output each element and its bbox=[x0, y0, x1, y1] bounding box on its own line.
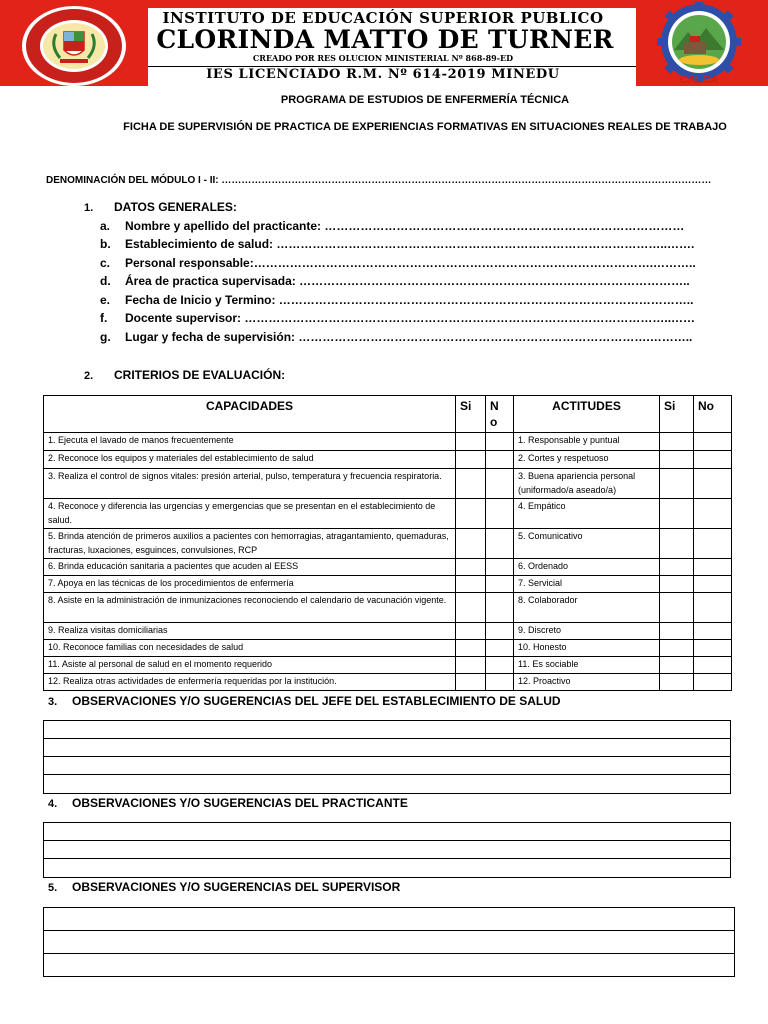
actitud-cell: 6. Ordenado bbox=[514, 559, 660, 576]
item-text: Área de practica supervisada: …………………………………………………………………………………….. bbox=[125, 274, 690, 288]
si-checkbox-cell[interactable] bbox=[660, 576, 694, 593]
actitud-cell: 8. Colaborador bbox=[514, 593, 660, 623]
no-checkbox-cell[interactable] bbox=[486, 657, 514, 674]
si-checkbox-cell[interactable] bbox=[456, 674, 486, 691]
no-checkbox-cell[interactable] bbox=[486, 469, 514, 499]
section-2-title: CRITERIOS DE EVALUACIÓN: bbox=[114, 368, 286, 382]
actitud-cell: 2. Cortes y respetuoso bbox=[514, 451, 660, 469]
si-checkbox-cell[interactable] bbox=[456, 593, 486, 623]
header-actitudes: ACTITUDES bbox=[514, 396, 660, 433]
item-letter: f. bbox=[100, 311, 108, 325]
table-row bbox=[44, 469, 732, 499]
item-letter: b. bbox=[100, 237, 111, 251]
capacidad-cell: 9. Realiza visitas domiciliarias bbox=[44, 623, 456, 640]
no-checkbox-cell[interactable] bbox=[694, 640, 732, 657]
section-5-title: OBSERVACIONES Y/O SUGERENCIAS DEL SUPERVISOR bbox=[72, 880, 401, 894]
si-checkbox-cell[interactable] bbox=[456, 623, 486, 640]
si-checkbox-cell[interactable] bbox=[456, 529, 486, 559]
actitud-cell: 11. Es sociable bbox=[514, 657, 660, 674]
item-letter: c. bbox=[100, 256, 111, 270]
field-place-date-supervision[interactable] bbox=[100, 330, 692, 344]
no-checkbox-cell[interactable] bbox=[486, 451, 514, 469]
no-checkbox-cell[interactable] bbox=[694, 559, 732, 576]
si-checkbox-cell[interactable] bbox=[456, 576, 486, 593]
si-checkbox-cell[interactable] bbox=[456, 433, 486, 451]
section-4-number: 4. bbox=[48, 798, 58, 810]
observation-line[interactable] bbox=[44, 841, 730, 859]
regional-education-seal-logo bbox=[20, 4, 128, 88]
observation-line[interactable] bbox=[44, 908, 734, 931]
si-checkbox-cell[interactable] bbox=[660, 674, 694, 691]
no-checkbox-cell[interactable] bbox=[486, 674, 514, 691]
capacidad-cell: 7. Apoya en las técnicas de los procedimientos de enfermería bbox=[44, 576, 456, 593]
no-checkbox-cell[interactable] bbox=[694, 623, 732, 640]
table-row bbox=[44, 559, 732, 576]
header-si-actitudes: Si bbox=[660, 396, 694, 433]
actitud-cell: 1. Responsable y puntual bbox=[514, 433, 660, 451]
field-practicante-name[interactable] bbox=[100, 219, 684, 233]
si-checkbox-cell[interactable] bbox=[660, 469, 694, 499]
section-4-heading bbox=[48, 796, 408, 810]
item-letter: e. bbox=[100, 293, 111, 307]
si-checkbox-cell[interactable] bbox=[456, 499, 486, 529]
field-teacher-supervisor[interactable] bbox=[100, 311, 695, 325]
capacidad-cell: 10. Reconoce familias con necesidades de salud bbox=[44, 640, 456, 657]
section-3-title: OBSERVACIONES Y/O SUGERENCIAS DEL JEFE DEL ESTABLECIMIENTO DE SALUD bbox=[72, 694, 561, 708]
actitud-cell: 7. Servicial bbox=[514, 576, 660, 593]
field-health-establishment[interactable] bbox=[100, 237, 694, 251]
section-1-title: DATOS GENERALES: bbox=[114, 200, 237, 214]
calca-institute-gear-logo bbox=[640, 2, 758, 86]
table-row bbox=[44, 529, 732, 559]
table-row bbox=[44, 657, 732, 674]
capacidad-cell: 8. Asiste en la administración de inmunizaciones reconociendo el calendario de vacunación vigente. bbox=[44, 593, 456, 623]
capacidad-cell: 4. Reconoce y diferencia las urgencias y emergencias que se presentan en el establecimiento de salud. bbox=[44, 499, 456, 529]
capacidad-cell: 2. Reconoce los equipos y materiales del establecimiento de salud bbox=[44, 451, 456, 469]
si-checkbox-cell[interactable] bbox=[456, 469, 486, 499]
header-capacidades: CAPACIDADES bbox=[44, 396, 456, 433]
actitud-cell: 4. Empático bbox=[514, 499, 660, 529]
item-text: Nombre y apellido del practicante: ……………………………………………………………………………… bbox=[125, 219, 685, 233]
field-start-end-date[interactable] bbox=[100, 293, 693, 307]
no-checkbox-cell[interactable] bbox=[694, 593, 732, 623]
observation-line[interactable] bbox=[44, 757, 730, 775]
si-checkbox-cell[interactable] bbox=[660, 657, 694, 674]
no-checkbox-cell[interactable] bbox=[694, 469, 732, 499]
no-checkbox-cell[interactable] bbox=[486, 529, 514, 559]
si-checkbox-cell[interactable] bbox=[660, 451, 694, 469]
table-row bbox=[44, 640, 732, 657]
si-checkbox-cell[interactable] bbox=[456, 640, 486, 657]
no-checkbox-cell[interactable] bbox=[694, 529, 732, 559]
observation-line[interactable] bbox=[44, 859, 730, 877]
actitud-cell: 5. Comunicativo bbox=[514, 529, 660, 559]
table-row bbox=[44, 451, 732, 469]
si-checkbox-cell[interactable] bbox=[660, 529, 694, 559]
program-title: PROGRAMA DE ESTUDIOS DE ENFERMERÍA TÉCNICA bbox=[280, 94, 570, 106]
si-checkbox-cell[interactable] bbox=[660, 433, 694, 451]
creation-resolution: CREADO POR RES OLUCION MINISTERIAL Nº 868-89-ED bbox=[252, 53, 514, 63]
section-3-heading bbox=[48, 694, 561, 708]
no-checkbox-cell[interactable] bbox=[694, 576, 732, 593]
item-text: Personal responsable:……………………………………………………………………………………….……….. bbox=[125, 256, 696, 270]
section-4-title: OBSERVACIONES Y/O SUGERENCIAS DEL PRACTICANTE bbox=[72, 796, 408, 810]
observation-line[interactable] bbox=[44, 721, 730, 739]
section-5-number: 5. bbox=[48, 882, 58, 894]
no-checkbox-cell[interactable] bbox=[694, 674, 732, 691]
capacidad-cell: 5. Brinda atención de primeros auxilios a pacientes con hemorragias, atragantamiento, quemaduras, fracturas, luxaciones, esguinces, convulsiones, RCP bbox=[44, 529, 456, 559]
table-row bbox=[44, 593, 732, 623]
si-checkbox-cell[interactable] bbox=[456, 559, 486, 576]
form-title: FICHA DE SUPERVISIÓN DE PRACTICA DE EXPERIENCIAS FORMATIVAS EN SITUACIONES REALES DE TRABAJO bbox=[123, 121, 727, 133]
item-letter: a. bbox=[100, 219, 111, 233]
no-checkbox-cell[interactable] bbox=[486, 593, 514, 623]
evaluation-criteria-table bbox=[43, 395, 732, 691]
item-letter: d. bbox=[100, 274, 111, 288]
actitud-cell: 12. Proactivo bbox=[514, 674, 660, 691]
si-checkbox-cell[interactable] bbox=[456, 657, 486, 674]
no-checkbox-cell[interactable] bbox=[694, 657, 732, 674]
module-denomination-field[interactable]: DENOMINACIÓN DEL MÓDULO I - II: ………………………………………………………………………………………………………………………………… bbox=[46, 175, 712, 186]
actitud-cell: 9. Discreto bbox=[514, 623, 660, 640]
field-responsible-staff[interactable] bbox=[100, 256, 696, 270]
supervisor-observations-box[interactable] bbox=[43, 907, 735, 977]
no-checkbox-cell[interactable] bbox=[486, 559, 514, 576]
section-1-heading bbox=[84, 200, 237, 214]
calca-logo-text: CALCA bbox=[679, 74, 719, 86]
no-checkbox-cell[interactable] bbox=[486, 640, 514, 657]
si-checkbox-cell[interactable] bbox=[660, 499, 694, 529]
header-no-actitudes: No bbox=[694, 396, 732, 433]
section-3-number: 3. bbox=[48, 696, 58, 708]
capacidad-cell: 6. Brinda educación sanitaria a pacientes que acuden al EESS bbox=[44, 559, 456, 576]
no-checkbox-cell[interactable] bbox=[486, 623, 514, 640]
si-checkbox-cell[interactable] bbox=[660, 623, 694, 640]
si-checkbox-cell[interactable] bbox=[660, 559, 694, 576]
practicante-observations-box[interactable] bbox=[43, 822, 731, 878]
no-checkbox-cell[interactable] bbox=[486, 499, 514, 529]
section-2-number: 2. bbox=[84, 370, 94, 382]
item-text: Docente supervisor: ……………………………………………………………………………………………..…… bbox=[125, 311, 696, 325]
table-row bbox=[44, 623, 732, 640]
capacidad-cell: 3. Realiza el control de signos vitales: presión arterial, pulso, temperatura y frecuencia respiratoria. bbox=[44, 469, 456, 499]
item-text: Lugar y fecha de supervisión: …………………………………………………………………………….……….. bbox=[125, 330, 693, 344]
observation-line[interactable] bbox=[44, 931, 734, 954]
table-row bbox=[44, 433, 732, 451]
no-checkbox-cell[interactable] bbox=[694, 451, 732, 469]
actitud-cell: 3. Buena apariencia personal (uniformado/a aseado/a) bbox=[514, 469, 660, 499]
section-5-heading bbox=[48, 880, 400, 894]
no-checkbox-cell[interactable] bbox=[694, 499, 732, 529]
jefe-observations-box[interactable] bbox=[43, 720, 731, 794]
item-text: Fecha de Inicio y Termino: ………………………………………………………………………………………….. bbox=[125, 293, 694, 307]
no-checkbox-cell[interactable] bbox=[486, 576, 514, 593]
table-row bbox=[44, 499, 732, 529]
observation-line[interactable] bbox=[44, 823, 730, 841]
license-line: IES LICENCIADO R.M. Nº 614-2019 MINEDU bbox=[206, 67, 560, 82]
si-checkbox-cell[interactable] bbox=[456, 451, 486, 469]
no-checkbox-cell[interactable] bbox=[486, 433, 514, 451]
observation-line[interactable] bbox=[44, 739, 730, 757]
institute-name: CLORINDA MATTO DE TURNER bbox=[156, 25, 614, 54]
institute-type-line: INSTITUTO DE EDUCACIÓN SUPERIOR PUBLICO bbox=[162, 9, 604, 27]
section-1-number: 1. bbox=[84, 202, 94, 214]
actitud-cell: 10. Honesto bbox=[514, 640, 660, 657]
field-supervised-area[interactable] bbox=[100, 274, 690, 288]
si-checkbox-cell[interactable] bbox=[660, 640, 694, 657]
capacidad-cell: 11. Asiste al personal de salud en el momento requerido bbox=[44, 657, 456, 674]
table-row bbox=[44, 674, 732, 691]
table-header-row bbox=[44, 396, 732, 433]
capacidad-cell: 12. Realiza otras actividades de enfermería requeridas por la institución. bbox=[44, 674, 456, 691]
observation-line[interactable] bbox=[44, 954, 734, 976]
section-2-heading bbox=[84, 368, 285, 382]
si-checkbox-cell[interactable] bbox=[660, 593, 694, 623]
table-row bbox=[44, 576, 732, 593]
item-letter: g. bbox=[100, 330, 111, 344]
header-si: Si bbox=[456, 396, 486, 433]
capacidad-cell: 1. Ejecuta el lavado de manos frecuentemente bbox=[44, 433, 456, 451]
no-checkbox-cell[interactable] bbox=[694, 433, 732, 451]
observation-line[interactable] bbox=[44, 775, 730, 793]
header-no: N o bbox=[486, 396, 514, 433]
item-text: Establecimiento de salud: ……………………………………………………………………………………..……. bbox=[125, 237, 695, 251]
